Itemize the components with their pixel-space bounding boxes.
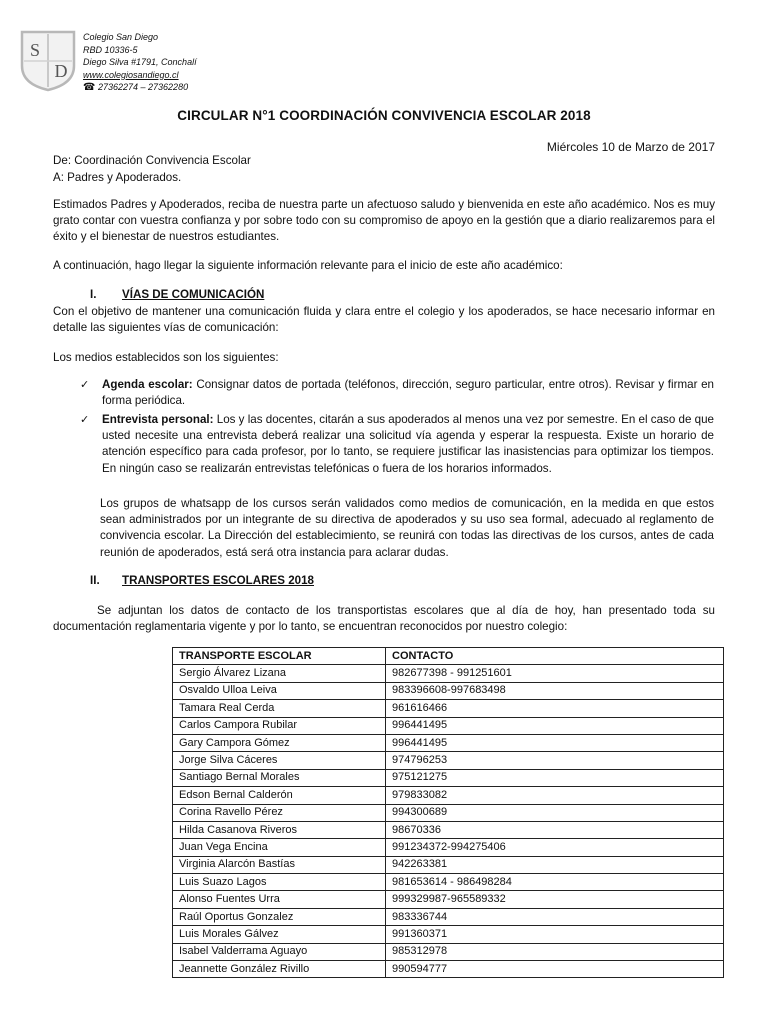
- transport-name-cell: Edson Bernal Calderón: [173, 787, 386, 804]
- school-website-link[interactable]: www.colegiosandiego.cl: [83, 69, 179, 80]
- table-row: [173, 682, 724, 699]
- header-contacto: CONTACTO: [386, 648, 724, 665]
- bullet-agenda: [80, 377, 714, 409]
- school-phones: 27362274 – 27362280: [97, 82, 189, 92]
- section-1-label: VÍAS DE COMUNICACIÓN: [122, 288, 265, 301]
- bullet-agenda-term: Agenda escolar:: [102, 378, 193, 391]
- contact-cell: 983396608-997683498: [386, 682, 724, 699]
- table-row: [173, 700, 724, 717]
- checkmark-icon: ✓: [80, 379, 90, 391]
- contact-cell: 990594777: [386, 961, 724, 978]
- contact-cell: 981653614 - 986498284: [386, 874, 724, 891]
- header-transporte: TRANSPORTE ESCOLAR: [173, 648, 386, 665]
- contact-cell: 996441495: [386, 734, 724, 751]
- transport-name-cell: Juan Vega Encina: [173, 839, 386, 856]
- contact-cell: 975121275: [386, 769, 724, 786]
- transport-name-cell: Raúl Oportus Gonzalez: [173, 908, 386, 925]
- checkmark-icon: ✓: [80, 414, 90, 426]
- table-header-row: [173, 648, 724, 665]
- contact-cell: 961616466: [386, 700, 724, 717]
- section-1-paragraph: Con el objetivo de mantener una comunicación fluida y clara entre el colegio y los apoderados, se hace necesario informar en detalle las siguientes vías de comunicación:: [53, 305, 715, 335]
- table-row: [173, 734, 724, 751]
- contact-cell: 994300689: [386, 804, 724, 821]
- transport-name-cell: Corina Ravello Pérez: [173, 804, 386, 821]
- section-1-lead: Los medios establecidos son los siguientes:: [53, 351, 279, 364]
- school-phones-line: [83, 81, 197, 95]
- table-row: [173, 839, 724, 856]
- transport-name-cell: Jeannette González Rivillo: [173, 961, 386, 978]
- circular-date: Miércoles 10 de Marzo de 2017: [546, 140, 715, 154]
- circular-title: CIRCULAR N°1 COORDINACIÓN CONVIVENCIA ESCOLAR 2018: [177, 108, 591, 123]
- transport-name-cell: Osvaldo Ulloa Leiva: [173, 682, 386, 699]
- contact-cell: 996441495: [386, 717, 724, 734]
- bullet-agenda-text: Consignar datos de portada (teléfonos, dirección, seguro particular, entre otros). Revisar y firmar en forma periódica.: [102, 378, 715, 408]
- contact-cell: 979833082: [386, 787, 724, 804]
- sender-recipient: [53, 153, 715, 186]
- school-rbd: RBD 10336-5: [83, 44, 138, 55]
- contact-cell: 98670336: [386, 821, 724, 838]
- transport-table-body: [173, 665, 724, 978]
- transport-name-cell: Virginia Alarcón Bastías: [173, 856, 386, 873]
- intro-rest: hago llegar la siguiente información relevante para el inicio de este año académico:: [131, 259, 563, 272]
- section-2-heading: [90, 574, 314, 587]
- transport-name-cell: Sergio Álvarez Lizana: [173, 665, 386, 682]
- transport-name-cell: Santiago Bernal Morales: [173, 769, 386, 786]
- transport-name-cell: Jorge Silva Cáceres: [173, 752, 386, 769]
- school-info: [83, 31, 197, 95]
- section-2-number: II.: [90, 574, 100, 587]
- table-row: [173, 787, 724, 804]
- transport-name-cell: Gary Campora Gómez: [173, 734, 386, 751]
- transport-name-cell: Luis Suazo Lagos: [173, 874, 386, 891]
- table-row: [173, 908, 724, 925]
- transport-name-cell: Carlos Campora Rubilar: [173, 717, 386, 734]
- transport-name-cell: Tamara Real Cerda: [173, 700, 386, 717]
- contact-cell: 983336744: [386, 908, 724, 925]
- table-row: [173, 717, 724, 734]
- to-line: A: Padres y Apoderados.: [53, 170, 182, 184]
- transport-name-cell: Hilda Casanova Riveros: [173, 821, 386, 838]
- table-row: [173, 961, 724, 978]
- table-row: [173, 665, 724, 682]
- school-logo: [18, 30, 78, 92]
- phone-icon: ☎: [83, 82, 96, 93]
- table-row: [173, 856, 724, 873]
- table-row: [173, 752, 724, 769]
- table-row: [173, 821, 724, 838]
- table-row: [173, 891, 724, 908]
- intro-paragraph: [53, 258, 715, 274]
- bullet-entrevista: [80, 412, 714, 477]
- contact-cell: 985312978: [386, 943, 724, 960]
- contact-cell: 974796253: [386, 752, 724, 769]
- table-row: [173, 804, 724, 821]
- school-address: Diego Silva #1791, Conchalí: [83, 57, 197, 67]
- school-name: Colegio San Diego: [83, 32, 159, 42]
- transport-name-cell: Alonso Fuentes Urra: [173, 891, 386, 908]
- section-2-paragraph: Se adjuntan los datos de contacto de los transportistas escolares que al día de hoy, han presentado toda su documentación reglamentaria vigente y por lo tanto, se encuentran reconocidos por nuestro colegio:: [53, 604, 715, 634]
- section-1-heading: [90, 288, 264, 301]
- logo-letter-s: S: [29, 40, 41, 60]
- table-row: [173, 926, 724, 943]
- section-1-number: I.: [90, 288, 97, 301]
- logo-letter-d: D: [54, 61, 68, 81]
- table-row: [173, 874, 724, 891]
- contact-cell: 982677398 - 991251601: [386, 665, 724, 682]
- contact-cell: 991234372-994275406: [386, 839, 724, 856]
- greeting-paragraph: Estimados Padres y Apoderados, reciba de nuestra parte un afectuoso saludo y bienvenida en este año académico. Nos es muy grato contar con vuestra confianza y por sobre todo con su compromiso de apoyo en la gestión que a diario realizaremos para el éxito y el bienestar de nuestros estudiantes.: [53, 198, 715, 244]
- table-row: [173, 769, 724, 786]
- table-row: [173, 943, 724, 960]
- transport-table: [172, 647, 724, 978]
- transport-name-cell: Luis Morales Gálvez: [173, 926, 386, 943]
- contact-cell: 942263381: [386, 856, 724, 873]
- bullet-entrevista-term: Entrevista personal:: [102, 413, 214, 426]
- transport-name-cell: Isabel Valderrama Aguayo: [173, 943, 386, 960]
- contact-cell: 999329987-965589332: [386, 891, 724, 908]
- contact-cell: 991360371: [386, 926, 724, 943]
- whatsapp-paragraph: Los grupos de whatsapp de los cursos serán validados como medios de comunicación, en la medida en que estos sean administrados por un integrante de su directiva de apoderados y su uso sea formal, adecuado al reglamento de convivencia escolar. La Dirección del establecimiento, se reunirá con todas las directivas de los cursos, antes de cada reunión de apoderados, está será otra instancia para aclarar dudas.: [100, 497, 714, 559]
- from-line: De: Coordinación Convivencia Escolar: [53, 154, 251, 167]
- bullet-entrevista-text: Los y las docentes, citarán a sus apoderados al menos una vez por semestre. En el caso de que usted necesite una entrevista deberá realizar una solicitud vía agenda y esperar la respuesta. Existe un horario de atención específico para cada profesor, por lo tanto, se requiere justificar las inasistencias para optimizar los tiempos. En ningún caso se realizarán entrevistas telefónicas o fuera de los horarios informados.: [102, 413, 714, 475]
- intro-prefix: A continuación,: [53, 259, 132, 272]
- section-2-label: TRANSPORTES ESCOLARES 2018: [122, 574, 314, 587]
